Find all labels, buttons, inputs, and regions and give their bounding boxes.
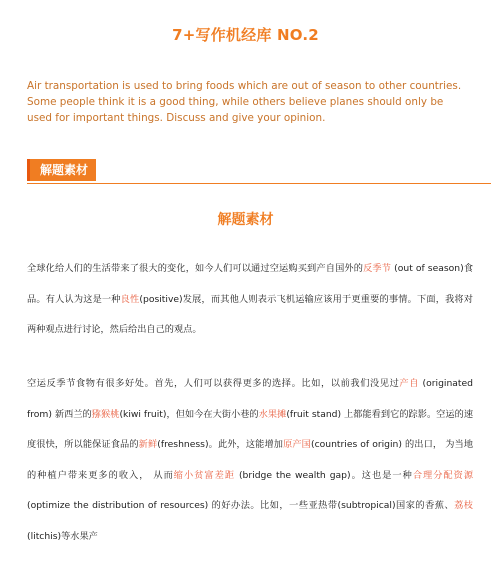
essay-prompt: Air transportation is used to bring foods which are out of season to other countries. Some people think it is a good thing, while others believe planes should only be used for important things. Discuss and give your opinion. <box>27 80 462 124</box>
text-run: (freshness)。此外，这能增加 <box>157 439 284 450</box>
highlight-term: 良性 <box>120 293 140 305</box>
highlight-term: 水果摊 <box>258 408 287 420</box>
section-tab: 解题素材 <box>27 159 96 181</box>
text-run: (positive)发展，而其他人则表示飞机运输应该用于更重要的事情。下面，我将对两种观点进行讨论，然后给出自己的观点。 <box>27 293 473 335</box>
text-run: (optimize the distribution of resources) 的好办法。比如，一些亚热带(subtropical)国家的香蕉、 <box>27 500 455 511</box>
text-run: (originated from) 新西兰的 <box>27 378 474 420</box>
text-run: 全球化给人们的生活带来了很大的变化，如今人们可以通过空运购买到产自国外的 <box>27 263 364 274</box>
highlight-term: 原产国 <box>283 439 311 450</box>
highlight-term: 荔枝 <box>454 500 473 511</box>
text-run: 空运反季节食物有很多好处。首先，人们可以获得更多的选择。比如，以前我们没见过 <box>27 378 400 389</box>
text-run: (fruit stand) 上都能看到它的踪影。空运的速度很快，所以能保证食品的 <box>27 408 474 450</box>
highlight-term: 反季节 <box>363 263 392 274</box>
section-title: 解题素材 <box>217 212 274 228</box>
paragraph-intro <box>27 254 473 346</box>
text-run: (litchis)等水果产 <box>27 530 98 542</box>
text-run: (kiwi fruit)，但如今在大街小巷的 <box>119 408 259 420</box>
highlight-term: 猕猴桃 <box>91 408 120 420</box>
section-header <box>27 159 491 184</box>
highlight-term: 新鲜 <box>138 439 158 450</box>
highlight-term: 缩小贫富差距 <box>173 469 236 481</box>
highlight-term: 产自 <box>399 378 420 389</box>
text-run: (countries of origin) 的出口， 为当地的种植户带来更多的收入， 从而 <box>27 439 474 481</box>
paragraph-benefits <box>27 369 473 552</box>
text-run: (out of season)食品。有人认为这是一种 <box>27 263 474 305</box>
highlight-term: 合理分配资源 <box>412 469 474 481</box>
page-title: 7+写作机经库 NO.2 <box>172 26 319 44</box>
text-run: (bridge the wealth gap)。这也是一种 <box>235 469 413 481</box>
